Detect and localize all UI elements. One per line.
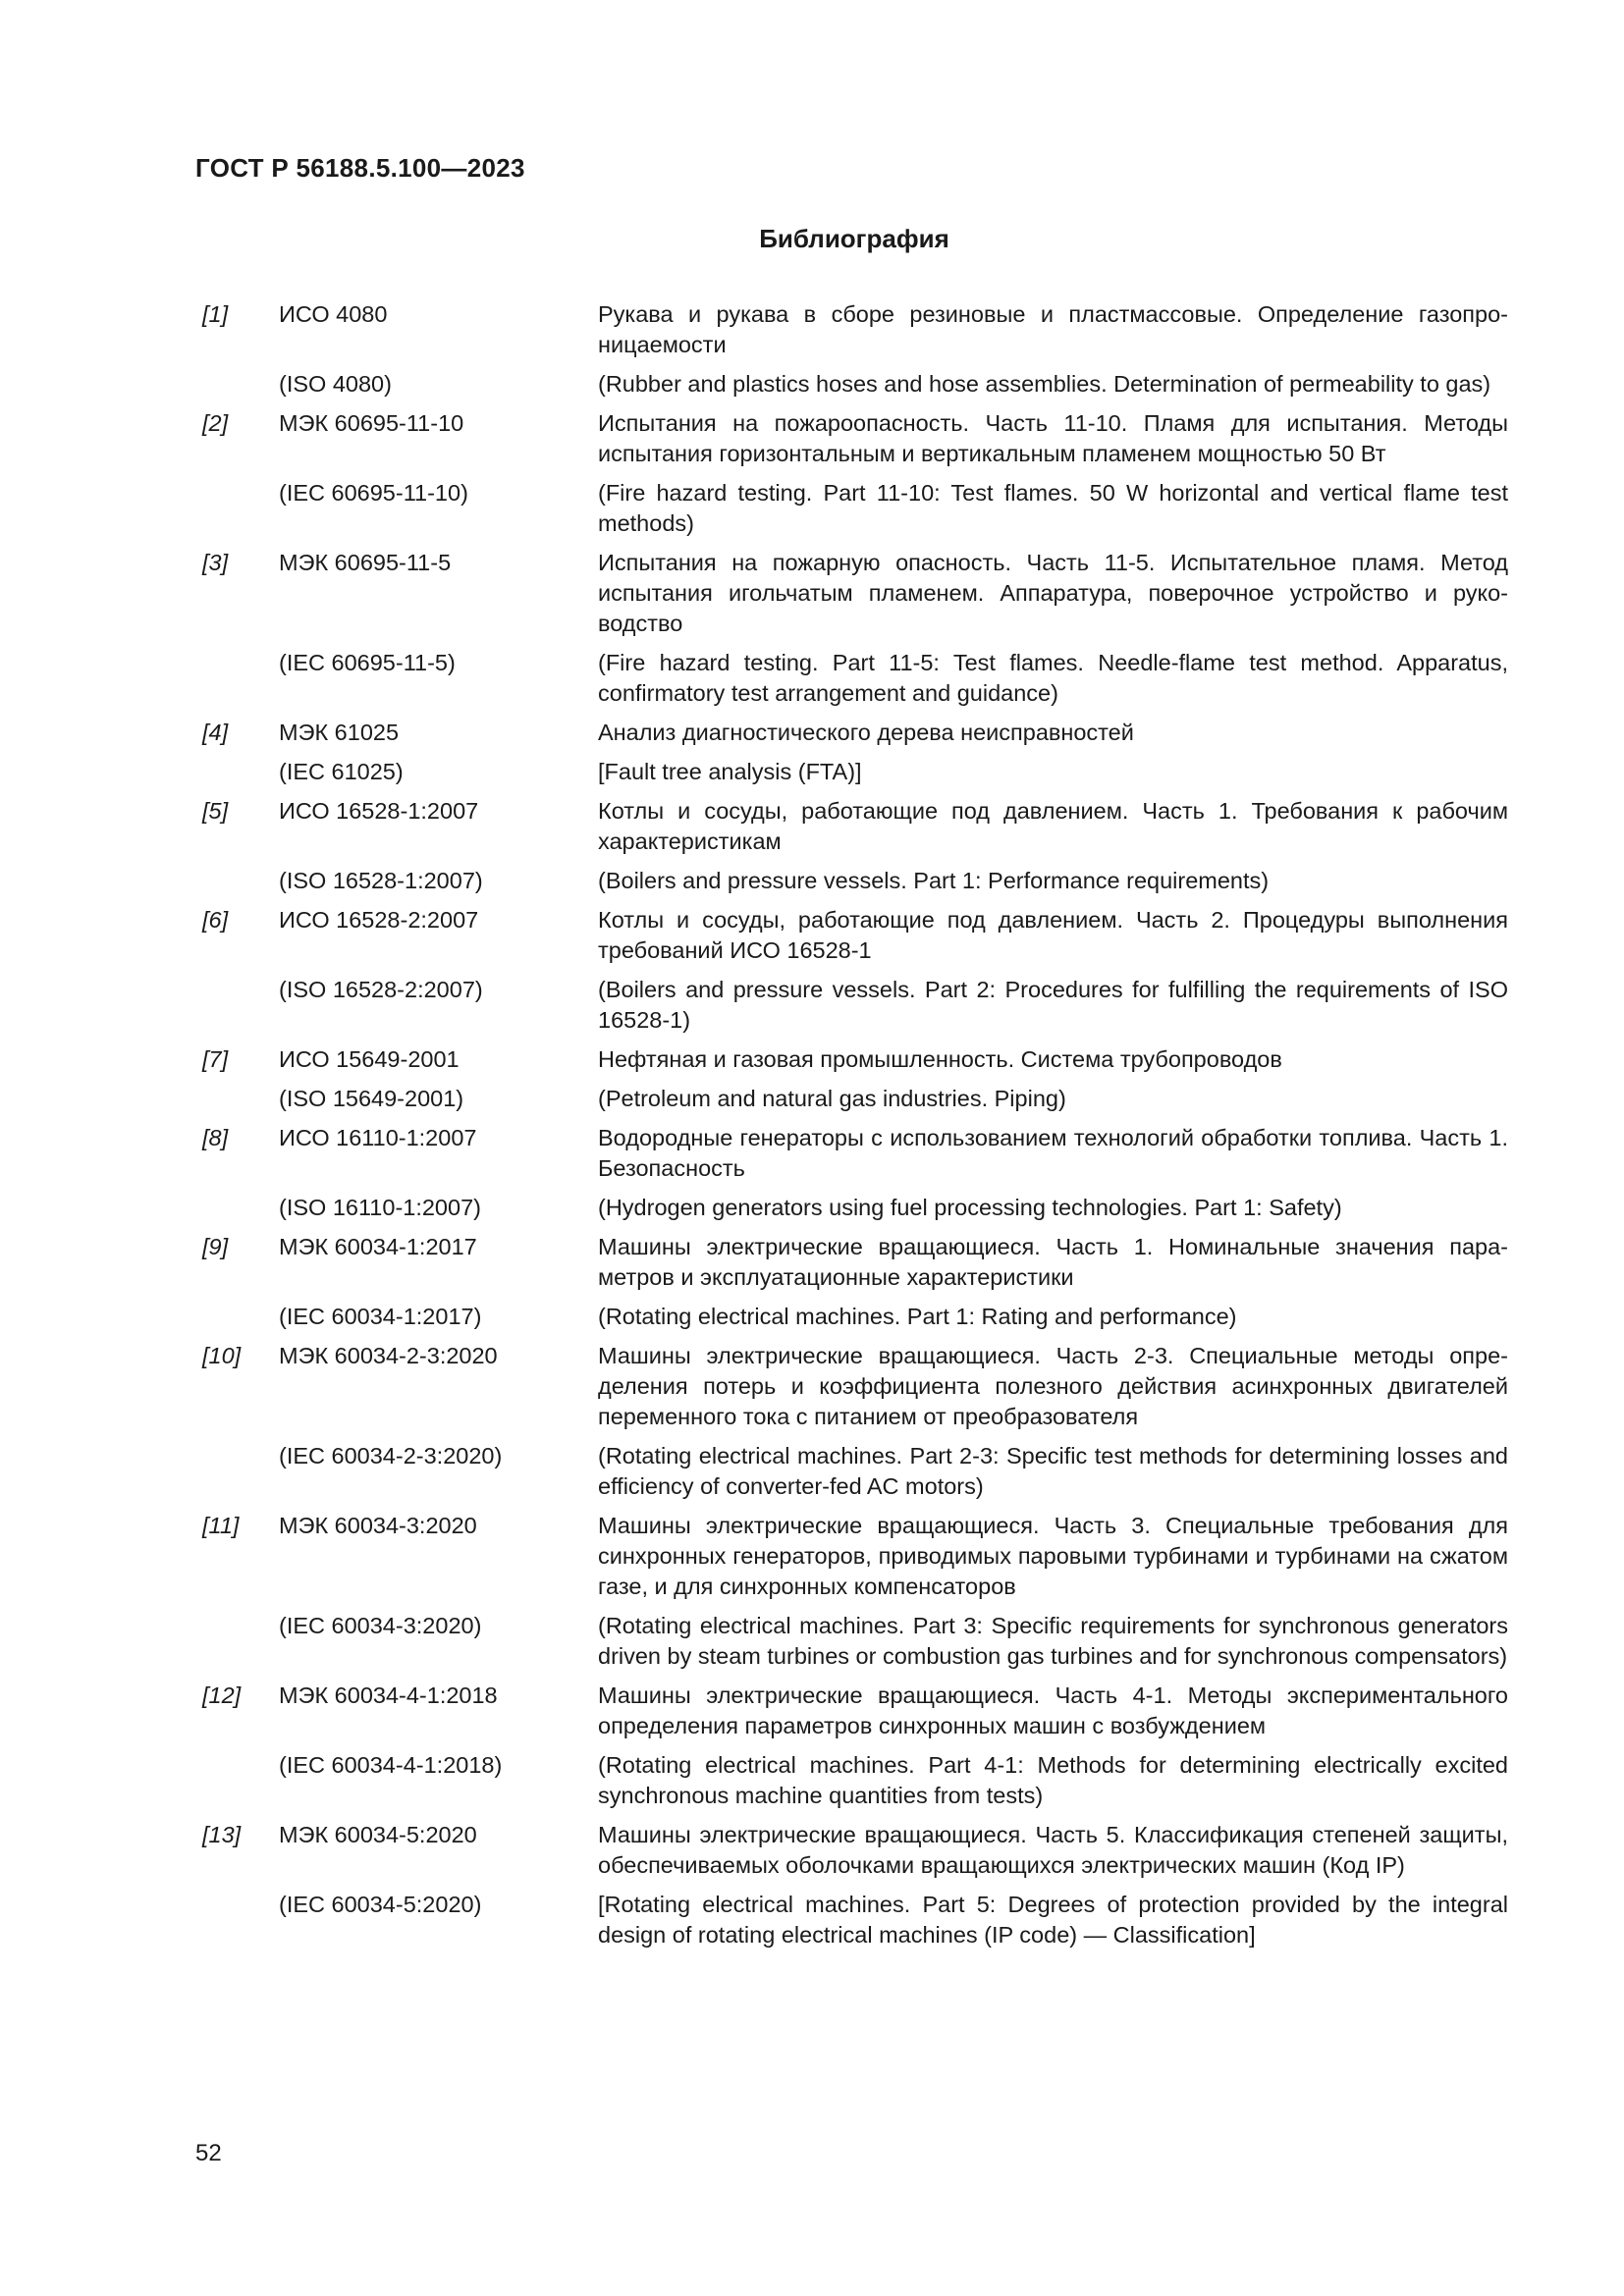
standard-title: (Boilers and pressure vessels. Part 1: Performance requirements)	[598, 868, 1270, 893]
standard-title: (Boilers and pressure vessels. Part 2: Procedures for fulfilling the requirements of ISO 16528-1)	[598, 977, 1508, 1033]
standard-code: МЭК 60034-2-3:2020	[279, 1343, 498, 1368]
standard-title: Нефтяная и газовая промышленность. Система трубопроводов	[598, 1046, 1282, 1072]
entry-number: [8]	[202, 1125, 229, 1150]
bibliography-entry	[202, 1890, 1508, 1950]
bibliography-entry	[202, 1193, 1508, 1223]
entry-number: [9]	[202, 1234, 229, 1259]
bibliography-entry	[202, 1232, 1508, 1293]
standard-code: (ISO 4080)	[279, 371, 392, 397]
page-number: 52	[195, 2140, 222, 2166]
entry-number: [7]	[202, 1046, 229, 1072]
standard-code: МЭК 61025	[279, 720, 400, 745]
standard-code: (ISO 15649-2001)	[279, 1086, 464, 1111]
standard-code: ИСО 4080	[279, 301, 388, 327]
bibliography-entry	[202, 648, 1508, 709]
bibliography-entry	[202, 299, 1508, 360]
standard-title: [Rotating electrical machines. Part 5: Degrees of protection provided by the integral design of rotating electrical machines (IP code) — Classification]	[598, 1892, 1508, 1948]
bibliography-entry	[202, 905, 1508, 966]
standard-title: Анализ диагностического дерева неисправностей	[598, 720, 1134, 745]
standard-title: (Rotating electrical machines. Part 1: Rating and performance)	[598, 1304, 1237, 1329]
bibliography-entry	[202, 369, 1508, 400]
bibliography-entry	[202, 1302, 1508, 1332]
standard-code: (IEC 60034-5:2020)	[279, 1892, 482, 1917]
bibliography-entry	[202, 1341, 1508, 1432]
standard-code: ИСО 16528-2:2007	[279, 907, 479, 933]
standard-code: (IEC 60034-4-1:2018)	[279, 1752, 503, 1778]
standard-title: (Petroleum and natural gas industries. Piping)	[598, 1086, 1066, 1111]
entry-number: [2]	[202, 410, 229, 436]
standard-title: (Rotating electrical machines. Part 2-3: Specific test methods for determining losses and efficiency of converter-fed AC motors)	[598, 1443, 1508, 1499]
bibliography-entry	[202, 1123, 1508, 1184]
standard-title: Котлы и сосуды, работающие под давлением. Часть 2. Процедуры выполнения требований ИСО 16528-1	[598, 907, 1508, 963]
bibliography-entry	[202, 1511, 1508, 1602]
standard-code: (IEC 61025)	[279, 759, 404, 784]
entry-number: [4]	[202, 720, 229, 745]
bibliography-entry	[202, 718, 1508, 748]
bibliography-entry	[202, 1681, 1508, 1741]
page-title: Библиография	[759, 224, 949, 253]
standard-code: (IEC 60034-3:2020)	[279, 1613, 482, 1638]
standard-code: МЭК 60695-11-10	[279, 410, 464, 436]
standard-title: (Hydrogen generators using fuel processing technologies. Part 1: Safety)	[598, 1195, 1342, 1220]
standard-title: (Rotating electrical machines. Part 3: Specific requirements for synchronous generators driven by steam turbines or combustion gas turbines and for synchronous compensators)	[598, 1613, 1508, 1669]
entry-number: [13]	[202, 1822, 242, 1847]
standard-code: (IEC 60034-2-3:2020)	[279, 1443, 503, 1468]
bibliography-entry	[202, 975, 1508, 1036]
entry-number: [6]	[202, 907, 229, 933]
standard-title: Рукава и рукава в сборе резиновые и пластмассовые. Определение газопроницаемости	[598, 301, 1508, 357]
bibliography-entry	[202, 548, 1508, 639]
standard-title: Испытания на пожароопасность. Часть 11-10. Пламя для испытания. Методы испытания горизонтальным и вертикальным пламенем мощностью 50 Вт	[598, 410, 1508, 466]
standard-title: Машины электрические вращающиеся. Часть 1. Номинальные значения параметров и эксплуатационные характеристики	[598, 1234, 1508, 1290]
bibliography-entry	[202, 1084, 1508, 1114]
standard-title: Машины электрические вращающиеся. Часть 3. Специальные требования для синхронных генераторов, приводимых паровыми турбинами и турбинами на сжатом газе, и для синхронных компенсаторов	[598, 1513, 1508, 1599]
standard-code: (IEC 60034-1:2017)	[279, 1304, 482, 1329]
bibliography-list	[202, 299, 1508, 1959]
standard-code: МЭК 60034-4-1:2018	[279, 1682, 498, 1708]
bibliography-entry	[202, 408, 1508, 469]
bibliography-entry	[202, 1611, 1508, 1672]
standard-code: (IEC 60695-11-5)	[279, 650, 456, 675]
entry-number: [12]	[202, 1682, 242, 1708]
bibliography-entry	[202, 1044, 1508, 1075]
standard-code: МЭК 60034-1:2017	[279, 1234, 477, 1259]
standard-title: Машины электрические вращающиеся. Часть 4-1. Методы экспериментального определения параметров синхронных машин с возбуждением	[598, 1682, 1508, 1738]
bibliography-entry	[202, 1441, 1508, 1502]
standard-code: (ISO 16528-1:2007)	[279, 868, 483, 893]
standard-title: (Fire hazard testing. Part 11-5: Test flames. Needle-flame test method. Apparatus, confirmatory test arrangement and guidance)	[598, 650, 1508, 706]
standard-code: (IEC 60695-11-10)	[279, 480, 468, 506]
standard-title: [Fault tree analysis (FTA)]	[598, 759, 862, 784]
standard-title: (Fire hazard testing. Part 11-10: Test flames. 50 W horizontal and vertical flame test methods)	[598, 480, 1508, 536]
bibliography-entry	[202, 757, 1508, 787]
standard-code: МЭК 60034-5:2020	[279, 1822, 477, 1847]
standard-code: ИСО 15649-2001	[279, 1046, 460, 1072]
standard-code: МЭК 60034-3:2020	[279, 1513, 477, 1538]
standard-code: (ISO 16110-1:2007)	[279, 1195, 481, 1220]
standard-title: (Rotating electrical machines. Part 4-1: Methods for determining electrically excited synchronous machine quantities from tests)	[598, 1752, 1508, 1808]
standard-code: (ISO 16528-2:2007)	[279, 977, 483, 1002]
entry-number: [5]	[202, 798, 229, 824]
bibliography-entry	[202, 1820, 1508, 1881]
standard-title: Машины электрические вращающиеся. Часть 2-3. Специальные методы определения потерь и коэффициента полезного действия асинхронных двигателей переменного тока с питанием от преобразователя	[598, 1343, 1508, 1429]
standard-code: МЭК 60695-11-5	[279, 550, 452, 575]
entry-number: [1]	[202, 301, 229, 327]
standard-code: ИСО 16110-1:2007	[279, 1125, 477, 1150]
standard-title: (Rubber and plastics hoses and hose assemblies. Determination of permeability to gas)	[598, 371, 1491, 397]
bibliography-entry	[202, 866, 1508, 896]
entry-number: [10]	[202, 1343, 242, 1368]
standard-title: Водородные генераторы с использованием технологий обработки топлива. Часть 1. Безопасность	[598, 1125, 1508, 1181]
standard-title: Котлы и сосуды, работающие под давлением. Часть 1. Требования к рабочим характеристикам	[598, 798, 1508, 854]
standard-title: Машины электрические вращающиеся. Часть 5. Классификация степеней защиты, обеспечиваемых оболочками вращающихся электрических машин (Код IP)	[598, 1822, 1508, 1878]
bibliography-entry	[202, 478, 1508, 539]
standard-code: ИСО 16528-1:2007	[279, 798, 479, 824]
document-header: ГОСТ Р 56188.5.100—2023	[195, 153, 525, 183]
entry-number: [3]	[202, 550, 229, 575]
entry-number: [11]	[202, 1513, 240, 1538]
standard-title: Испытания на пожарную опасность. Часть 11-5. Испытательное пламя. Метод испытания игольчатым пламенем. Аппаратура, поверочное устройство и руководство	[598, 550, 1508, 636]
bibliography-entry	[202, 796, 1508, 857]
bibliography-entry	[202, 1750, 1508, 1811]
